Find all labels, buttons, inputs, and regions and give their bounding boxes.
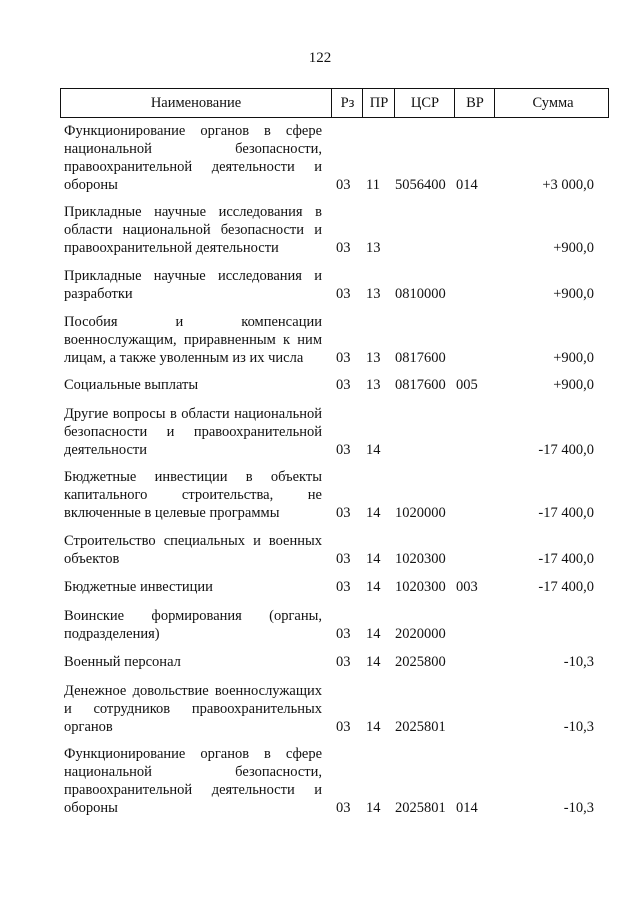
row-pr: 14 (366, 579, 381, 595)
row-sum: -17 400,0 (538, 579, 594, 595)
table-row (0, 468, 640, 522)
table-row (0, 203, 640, 257)
row-sum: +900,0 (553, 377, 594, 393)
row-csr: 0810000 (395, 286, 446, 302)
row-csr: 5056400 (395, 177, 446, 193)
table-row (0, 313, 640, 367)
row-rz: 03 (336, 442, 351, 458)
row-rz: 03 (336, 505, 351, 521)
row-rz: 03 (336, 654, 351, 670)
row-rz: 03 (336, 626, 351, 642)
row-rz: 03 (336, 719, 351, 735)
row-pr: 11 (366, 177, 380, 193)
row-vr: 005 (456, 377, 478, 393)
row-csr: 0817600 (395, 350, 446, 366)
row-rz: 03 (336, 800, 351, 816)
header-vr: ВР (454, 89, 495, 117)
row-sum: -10,3 (563, 800, 594, 816)
row-pr: 14 (366, 551, 381, 567)
row-name: Бюджетные инвестиции (64, 579, 213, 595)
row-vr: 014 (456, 800, 478, 816)
row-csr: 2025801 (395, 800, 446, 816)
table-row (0, 653, 640, 671)
row-csr: 2025801 (395, 719, 446, 735)
table-row (0, 607, 640, 643)
header-csr: ЦСР (394, 89, 455, 117)
row-pr: 13 (366, 350, 381, 366)
row-name: Функционирование органов в сфере национальной безопасности, правоохранительной деятельности и обороны (64, 123, 322, 193)
row-pr: 14 (366, 800, 381, 816)
row-pr: 13 (366, 240, 381, 256)
row-name: Функционирование органов в сфере национальной безопасности, правоохранительной деятельности и обороны (64, 746, 322, 816)
row-rz: 03 (336, 377, 351, 393)
row-rz: 03 (336, 551, 351, 567)
row-sum: -10,3 (563, 654, 594, 670)
header-rz: Рз (331, 89, 363, 117)
table-row (0, 745, 640, 817)
header-pr: ПР (362, 89, 395, 117)
row-vr: 003 (456, 579, 478, 595)
row-name: Воинские формирования (органы, подразделения) (64, 608, 322, 642)
row-sum: +900,0 (553, 286, 594, 302)
row-name: Пособия и компенсации военнослужащим, приравненным к ним лицам, а также уволенным из их числа (64, 314, 322, 366)
row-csr: 0817600 (395, 377, 446, 393)
table-row (0, 578, 640, 596)
row-pr: 14 (366, 719, 381, 735)
row-vr: 014 (456, 177, 478, 193)
row-name: Денежное довольствие военнослужащих и сотрудников правоохранительных органов (64, 683, 322, 735)
table-row (0, 405, 640, 459)
row-rz: 03 (336, 286, 351, 302)
table-row (0, 532, 640, 568)
row-name: Строительство специальных и военных объектов (64, 533, 322, 567)
row-pr: 14 (366, 442, 381, 458)
row-csr: 2025800 (395, 654, 446, 670)
row-rz: 03 (336, 177, 351, 193)
row-csr: 1020300 (395, 579, 446, 595)
table-row (0, 376, 640, 394)
row-sum: +900,0 (553, 350, 594, 366)
row-rz: 03 (336, 579, 351, 595)
row-pr: 14 (366, 505, 381, 521)
row-csr: 1020000 (395, 505, 446, 521)
row-sum: -17 400,0 (538, 505, 594, 521)
row-name: Военный персонал (64, 654, 181, 670)
row-sum: -10,3 (563, 719, 594, 735)
row-pr: 13 (366, 286, 381, 302)
row-name: Прикладные научные исследования в области национальной безопасности и правоохранительной деятельности (64, 204, 322, 256)
row-name: Бюджетные инвестиции в объекты капитального строительства, не включенные в целевые программы (64, 469, 322, 521)
table-row (0, 267, 640, 303)
row-name: Другие вопросы в области национальной безопасности и правоохранительной деятельности (64, 406, 322, 458)
row-sum: -17 400,0 (538, 551, 594, 567)
row-rz: 03 (336, 240, 351, 256)
page-number: 122 (308, 50, 332, 66)
row-name: Социальные выплаты (64, 377, 199, 393)
row-sum: -17 400,0 (538, 442, 594, 458)
table-row (0, 682, 640, 736)
row-pr: 13 (366, 377, 381, 393)
row-name: Прикладные научные исследования и разработки (64, 268, 322, 302)
row-sum: +900,0 (553, 240, 594, 256)
row-sum: +3 000,0 (542, 177, 594, 193)
row-csr: 1020300 (395, 551, 446, 567)
header-name: Наименование (150, 95, 242, 111)
row-rz: 03 (336, 350, 351, 366)
row-pr: 14 (366, 626, 381, 642)
row-csr: 2020000 (395, 626, 446, 642)
table-row (0, 122, 640, 194)
row-pr: 14 (366, 654, 381, 670)
header-sum: Сумма (494, 89, 611, 117)
